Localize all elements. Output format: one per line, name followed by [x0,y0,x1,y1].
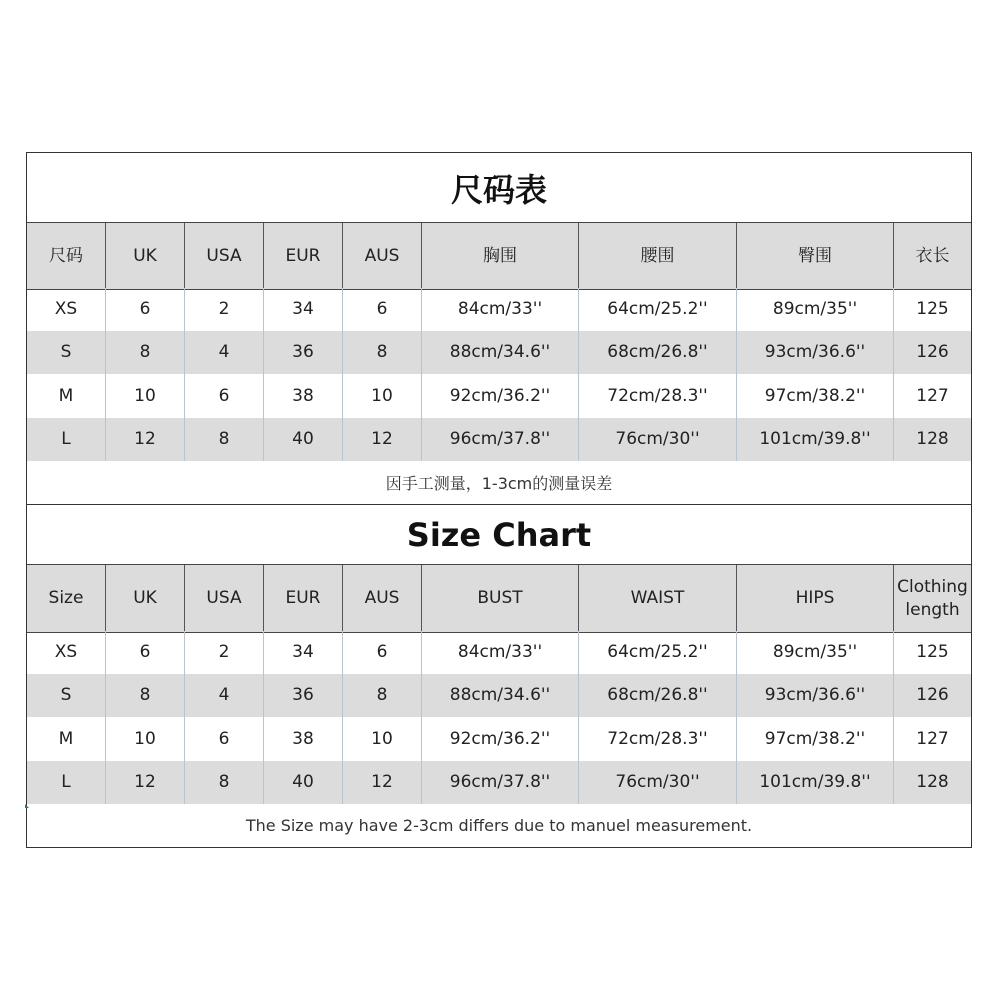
en-header-bust: BUST [422,565,579,632]
table-cell: 68cm/26.8'' [579,674,737,717]
table-row [27,761,971,804]
table-cell: 96cm/37.8'' [422,418,579,461]
table-cell: 128 [916,429,949,450]
table-cell: 64cm/25.2'' [579,631,737,674]
table-cell: 38 [264,374,343,418]
table-cell: 6 [106,631,185,674]
table-cell: 40 [264,418,343,461]
en-header-usa: USA [185,565,264,632]
table-cell: 93cm/36.6'' [737,674,894,717]
cn-header-aus: AUS [343,223,422,289]
table-cell: 88cm/34.6'' [422,331,579,374]
table-cell: 10 [343,717,422,761]
size-chart-sheet [26,152,972,848]
cn-header-eur: EUR [264,223,343,289]
table-cell: 8 [106,331,185,374]
table-cell: 8 [185,761,264,804]
cn-chart-title: 尺码表 [450,170,547,209]
table-row [27,418,971,461]
table-cell: 12 [343,761,422,804]
table-cell: 10 [343,374,422,418]
table-cell: 76cm/30'' [579,418,737,461]
table-cell: 8 [343,331,422,374]
cn-header-size: 尺码 [27,223,106,289]
table-cell: 6 [185,717,264,761]
table-cell: 12 [106,418,185,461]
table-cell: 84cm/33'' [422,288,579,331]
table-cell: 34 [264,288,343,331]
table-cell: L [27,418,106,461]
table-cell: 4 [185,331,264,374]
table-cell: 126 [916,685,949,706]
table-cell: 76cm/30'' [579,761,737,804]
table-cell: 127 [916,728,949,749]
table-cell: 93cm/36.6'' [737,331,894,374]
table-cell: XS [27,631,106,674]
table-cell: 127 [916,385,949,406]
cn-header-length: 衣长 [915,245,950,266]
table-cell: 10 [106,374,185,418]
table-cell: 72cm/28.3'' [579,374,737,418]
table-cell: 8 [185,418,264,461]
en-chart-title: Size Chart [406,515,592,554]
table-cell: 128 [916,772,949,793]
table-cell: 72cm/28.3'' [579,717,737,761]
table-cell: 92cm/36.2'' [422,717,579,761]
en-measurement-note: The Size may have 2-3cm differs due to manuel measurement. [245,816,753,835]
table-cell: 34 [264,631,343,674]
en-header-uk: UK [106,565,185,632]
en-header-aus: AUS [343,565,422,632]
table-row [27,631,971,674]
table-cell: 97cm/38.2'' [737,374,894,418]
table-cell: 10 [106,717,185,761]
table-cell: S [27,674,106,717]
table-row [27,374,971,418]
table-cell: 125 [916,299,949,320]
cn-header-bust: 胸围 [422,223,579,289]
table-cell: 2 [185,288,264,331]
table-cell: 101cm/39.8'' [737,418,894,461]
table-cell: 97cm/38.2'' [737,717,894,761]
table-cell: 96cm/37.8'' [422,761,579,804]
table-cell: L [27,761,106,804]
table-cell: 6 [106,288,185,331]
en-header-row [27,564,971,633]
table-cell: 88cm/34.6'' [422,674,579,717]
cn-header-row [27,222,971,290]
table-cell: 126 [916,342,949,363]
table-cell: 8 [343,674,422,717]
table-cell: 36 [264,674,343,717]
table-cell: 4 [185,674,264,717]
en-header-clothing-length: Clothing length [897,576,968,620]
table-cell: 89cm/35'' [737,288,894,331]
table-cell: S [27,331,106,374]
table-cell: M [27,717,106,761]
en-header-eur: EUR [264,565,343,632]
table-cell: 101cm/39.8'' [737,761,894,804]
table-cell: 38 [264,717,343,761]
table-cell: 84cm/33'' [422,631,579,674]
en-header-waist: WAIST [579,565,737,632]
en-header-hips: HIPS [737,565,894,632]
table-cell: 92cm/36.2'' [422,374,579,418]
table-row [27,288,971,331]
table-cell: 40 [264,761,343,804]
table-cell: XS [27,288,106,331]
table-cell: 6 [343,631,422,674]
table-row [27,717,971,761]
table-cell: 36 [264,331,343,374]
cn-header-hips: 臀围 [737,223,894,289]
table-cell: 68cm/26.8'' [579,331,737,374]
table-cell: 89cm/35'' [737,631,894,674]
table-cell: 6 [185,374,264,418]
table-cell: 6 [343,288,422,331]
table-cell: M [27,374,106,418]
en-header-size: Size [27,565,106,632]
table-cell: 8 [106,674,185,717]
table-row [27,674,971,717]
table-cell: 12 [106,761,185,804]
table-row [27,331,971,374]
table-cell: 12 [343,418,422,461]
cn-header-waist: 腰围 [579,223,737,289]
table-cell: 125 [916,642,949,663]
corner-mark [25,804,29,808]
table-cell: 64cm/25.2'' [579,288,737,331]
cn-header-uk: UK [106,223,185,289]
table-cell: 2 [185,631,264,674]
cn-measurement-note: 因手工测量，1-3cm的测量误差 [385,474,613,493]
cn-header-usa: USA [185,223,264,289]
